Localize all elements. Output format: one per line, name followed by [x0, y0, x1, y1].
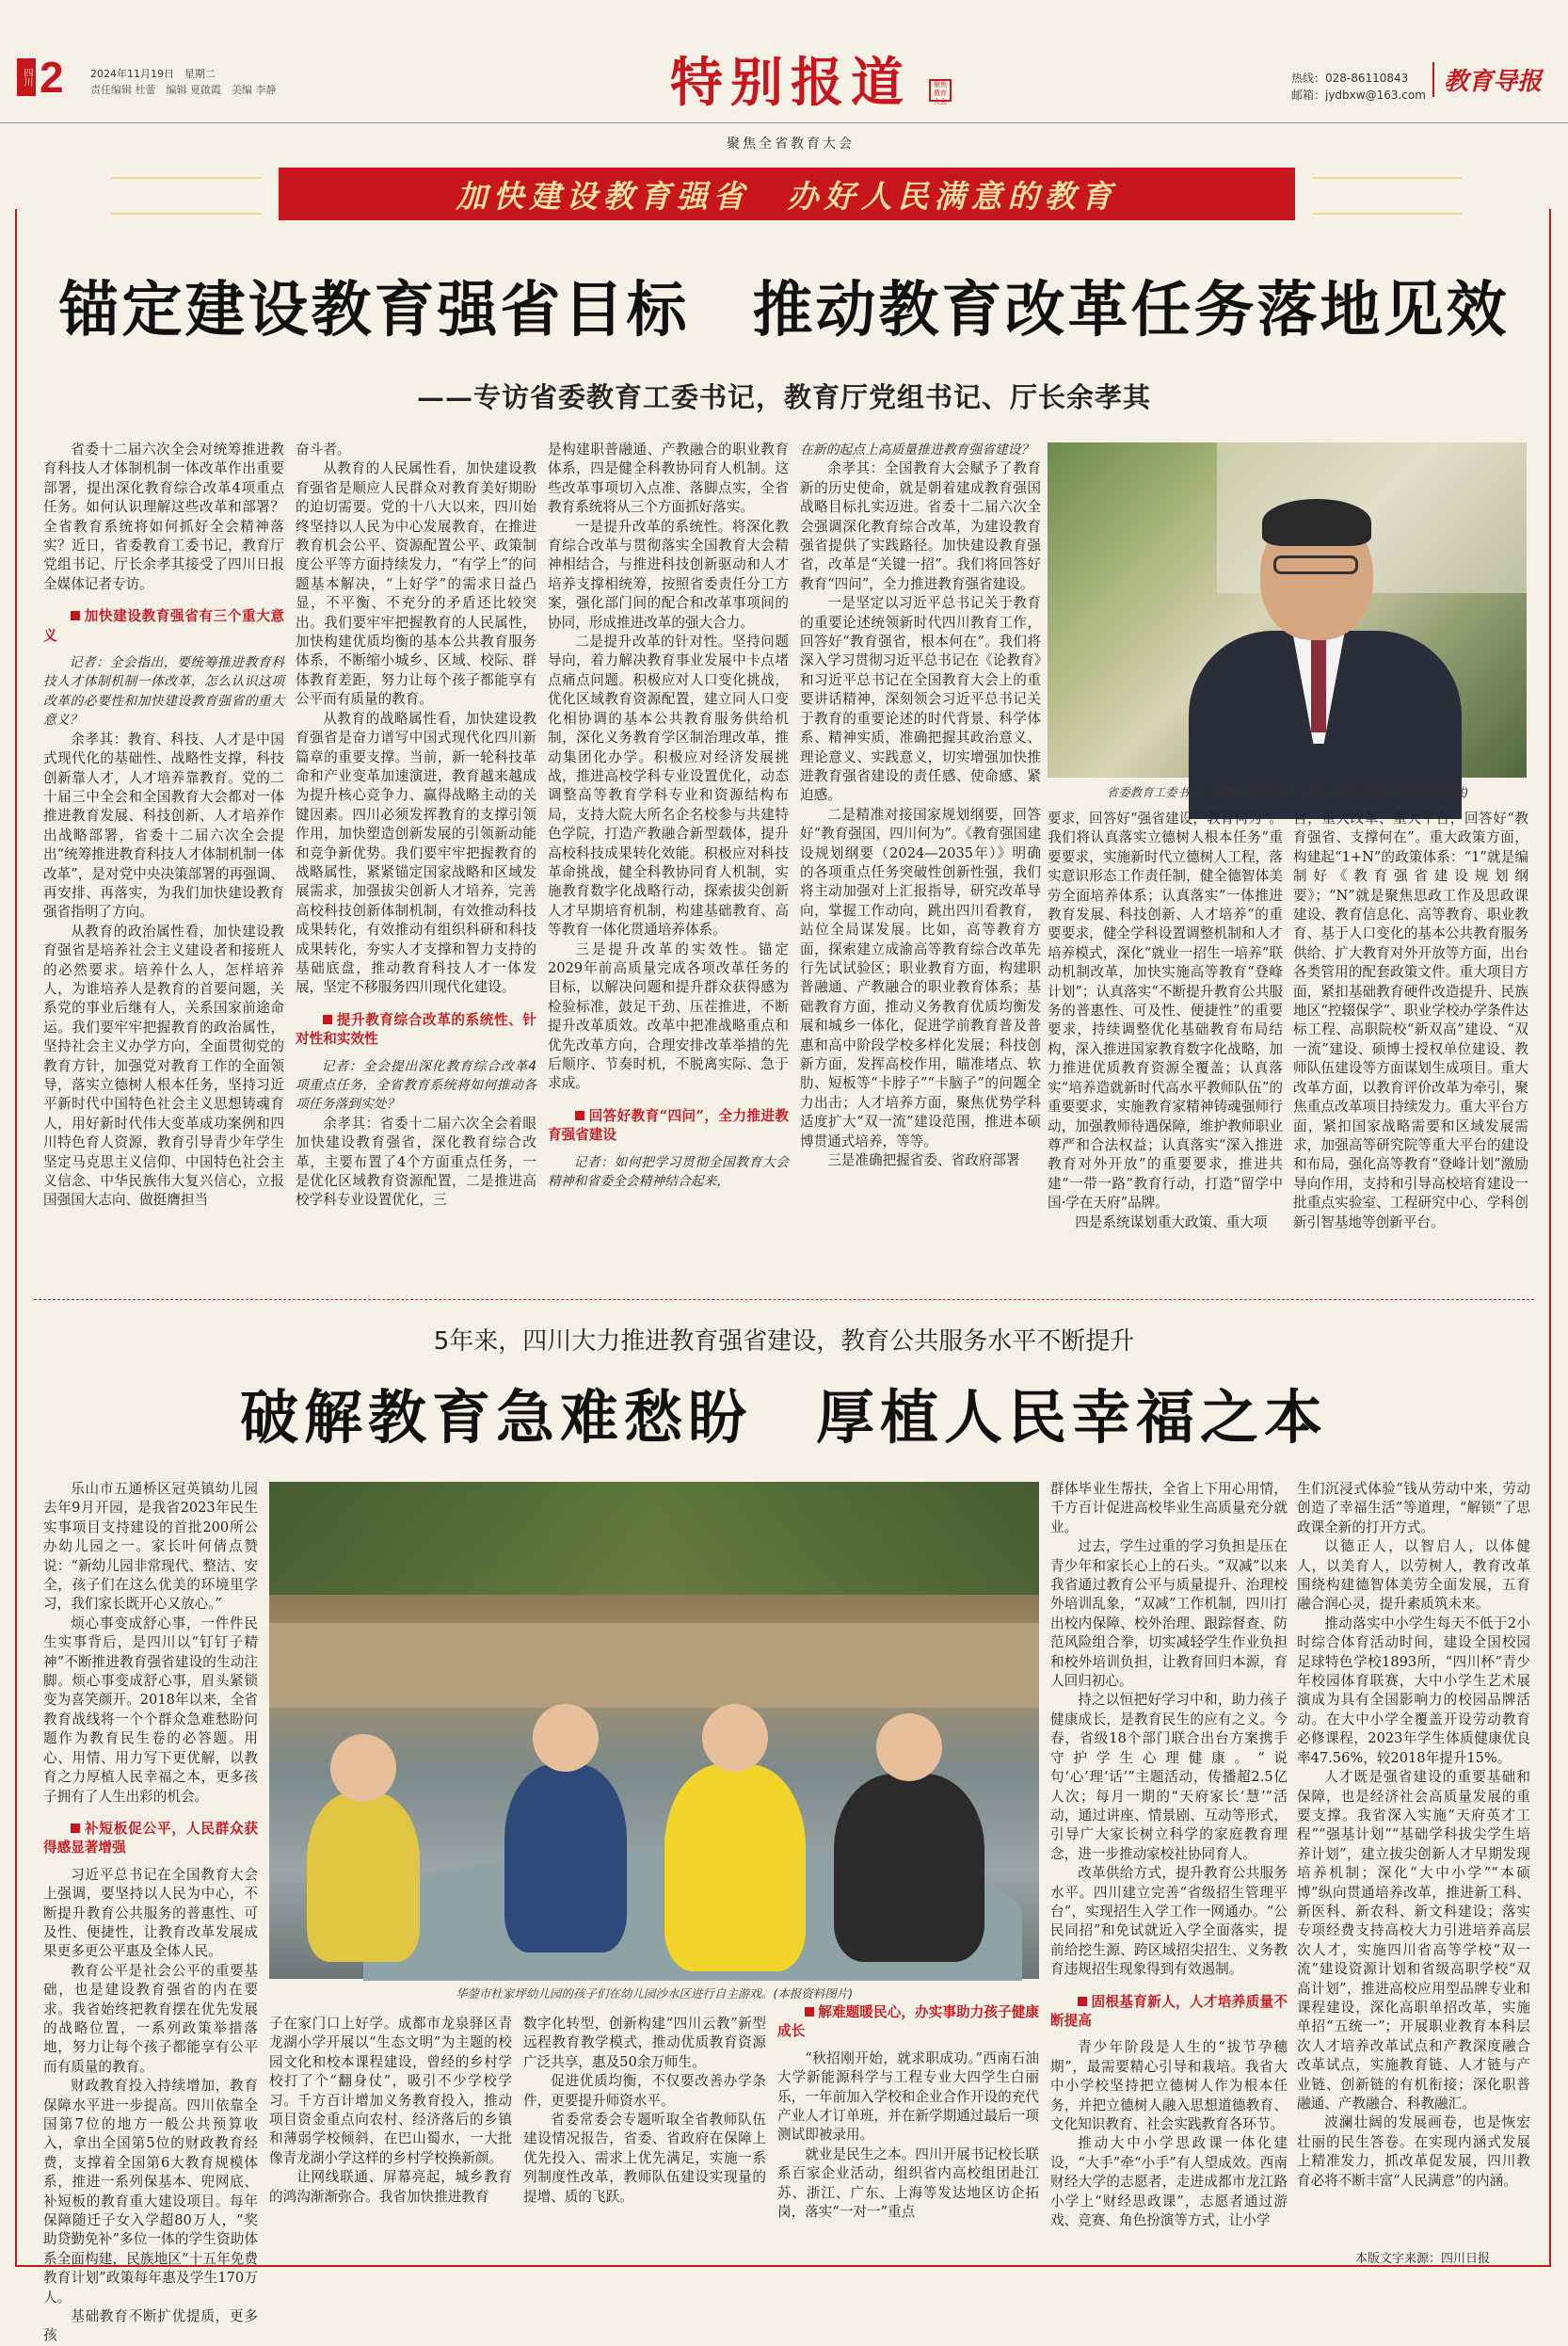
portrait-caption: 省委教育工委书记，教育厅党组书记、厅长余孝其(图片由教育厅提供) [1106, 785, 1469, 799]
paragraph: 余孝其：教育、科技、人才是中国式现代化的基础性、战略性支撑，科技创新靠人才，人才培养靠教育。党的二十届三中全会和全国教育大会都对一体推进教育发展、科技创新、人才培养作出战略部署，省委十二届六次全会提出“统筹推进教育科技人才体制机制一体改革”，是对党中央决策部署的再强调、再安排、再落实，为我们加快建设教育强省指明了方向。 [43, 731, 284, 921]
photo-child-face [702, 1704, 768, 1772]
kindergarten-caption: 华蓥市杜家坪幼儿园的孩子们在幼儿园沙水区进行自主游戏。(本报资料图片) [455, 1986, 854, 2001]
paragraph: 三是准确把握省委、省政府部署 [827, 1152, 1020, 1169]
paragraph: 一是提升改革的系统性。将深化教育综合改革与贯彻落实全国教育大会精神相结合，与推进科技创新驱动和人才培养支撑相统筹，按照省委责任分工方案，强化部门间的配合和改革事项间的协同，形成推进改革的强大合力。 [548, 518, 789, 631]
portrait-photo [1048, 442, 1527, 778]
slogan-banner [279, 168, 1295, 220]
heading-marker-icon [575, 1111, 584, 1120]
section-subtitle: 聚焦全省教育大会 [727, 137, 855, 152]
article2-subtitle: 5年来，四川大力推进教育强省建设，教育公共服务水平不断提升 [433, 1327, 1135, 1356]
photo-child-4 [834, 1774, 984, 1962]
article1-headline: 锚定建设教育强省目标 推动教育改革任务落地见效 [58, 275, 1510, 345]
photo-trees [269, 1482, 1039, 1595]
paragraph: 青少年阶段是人生的“拔节孕穗期”，最需要精心引导和栽培。我省大中小学校坚持把立德树人作为根本任务，并把立德树人融入思想道德教育、文化知识教育、社会实践教育各环节。 [1050, 2039, 1288, 2132]
article2-column-5 [1050, 1480, 1288, 2233]
reporter-question: 记者：全会指出，要统筹推进教育科技人才体制机制一体改革，怎么认识这项改革的必要性和加快建设教育强省的重大意义？ [43, 655, 284, 729]
paragraph: 省委常委会专题听取全省教师队伍建设情况报告，省委、省政府在保障上优先投入、需求上优先满足，实施一系列制度性改革，教师队伍建设实现量的提增、质的飞跃。 [523, 2112, 766, 2205]
article1-subheadline: ——专访省委教育工委书记，教育厅党组书记、厅长余孝其 [416, 381, 1151, 413]
paragraph: 要求，回答好“强省建设，教育何为”。我们将认真落实立德树人根本任务“重要要求，实施新时代立德树人工程，落实意识形态工作责任制，健全德智体美劳全面培养体系；认真落实“一体推进教育发展、科技创新、人才培养”的重要要求，健全学科设置调整机制和人才培养模式，深化“就业一招生一培养”联动机制改革，加快实施高等教育“登峰计划”；认真落实“不断提升教育公共服务的普惠性、可及性、便捷性”的重要要求，持续调整优化基础教育布局结构，深入推进国家教育数字化战略，加力推进优质教育资源全覆盖；认真落实“培养造就新时代高水平教师队伍”的重要要求，实施教育家精神铸魂强师行动，加强教师待遇保障，维护教师职业尊严和合法权益；认真落实“深入推进教育对外开放”的重要要求，推进共建“一带一路”教育行动，打造“留学中国·学在天府”品牌。 [1048, 811, 1283, 1212]
newspaper-brand: 教育导报 [1432, 62, 1542, 97]
photo-child-face [876, 1713, 942, 1781]
photo-figure-tie [1311, 638, 1326, 732]
paragraph: 从教育的政治属性看，加快建设教育强省是培养社会主义建设者和接班人的必然要求。培养什么人，怎样培养人，为谁培养人是教育的首要问题，关系党的事业后继有人，关系国家前途命运。我们要牢牢把握教育的政治属性，坚持社会主义办学方向，全面贯彻党的教育方针，加强党对教育工作的全面领导，落实立德树人根本任务，坚持习近平新时代中国特色社会主义思想铸魂育人，用好新时代伟大变革成功案例和四川特色育人资源，教育引导青少年学生坚定马克思主义信仰、中国特色社会主义信念、中华民族伟大复兴信心，立报国强国大志向、做挺膺担当 [43, 923, 284, 1209]
heading-marker-icon [1078, 1997, 1087, 2006]
reporter-question: 在新的起点上高质量推进教育强省建设？ [800, 442, 1034, 458]
article1-column-3 [548, 441, 789, 1269]
heading-marker-icon [323, 1015, 332, 1024]
text-source: 本版文字来源：四川日报 [1355, 2252, 1491, 2266]
paragraph: 数字化转型，创新构建“四川云教”新型远程教育教学模式，推动优质教育资源广泛共享，惠及50余万师生。 [523, 2016, 766, 2070]
photo-child-face [533, 1704, 599, 1772]
article1-column-6 [1293, 810, 1528, 1269]
paragraph: 教育公平是社会公平的重要基础，也是建设教育强省的内在要求。我省始终把教育摆在优先发展的战略位置，一系列政策举措落地，努力让每个孩子都能享有公平而有质量的教育。 [43, 1962, 258, 2075]
top-divider [0, 122, 1568, 123]
paragraph: 群体毕业生帮扶，全省上下用心用情，千方百计促进高校毕业生高质量充分就业。 [1050, 1481, 1288, 1535]
section-heading: 补短板促公平，人民群众获得感显著增强 [43, 1820, 258, 1856]
paragraph: 生们沉浸式体验“钱从劳动中来，劳动创造了幸福生活”等道理，“解锁”了思政课全新的打开方式。 [1297, 1481, 1530, 1535]
paragraph: 四是系统谋划重大政策、重大项 [1075, 1213, 1268, 1230]
kindergarten-photo [269, 1482, 1039, 1979]
paragraph: 余孝其：省委十二届六次全会着眼加快建设教育强省，深化教育综合改革，主要布置了4个方面重点任务，一是优化区域教育资源配置，二是推进高校学科专业设置优化，三 [296, 1115, 536, 1209]
slogan-left: 加快建设教育强省 [456, 177, 750, 215]
article2-column-3 [523, 2015, 766, 2233]
paragraph: 人才既是强省建设的重要基础和保障，也是经济社会高质量发展的重要支撑。我省深入实施“天府英才工程”“强基计划”“基础学科拔尖学生培养计划”，建立拔尖创新人才早期发现培养机制；深化“大中小学”“本硕博”纵向贯通培养改革，推进新工科、新医科、新农科、新文科建设；落实专项经费支持高校大力引进培养高层次人才，实施四川省高等学校“双一流”建设资源计划和省级高职学校“双高计划”，推进高校应用型品牌专业和课程建设，深化高职单招改革，实施单招“五统一”；开展职业教育本科层次人才培养改革试点和产教深度融合改革试点，实施教育链、人才链与产业链、创新链的有机衔接；深化职普融通、产教融合、科教融汇。 [1297, 1769, 1530, 2112]
paragraph: 二是提升改革的针对性。坚持问题导向，着力解决教育事业发展中卡点堵点痛点问题。积极应对人口变化挑战，优化区域教育资源配置，建立同人口变化相协调的基本公共教育服务供给机制，深化义务教育学区制治理改革，推动集团化办学。积极应对经济发展挑战，推进高校学科专业设置优化，动态调整高等教育学科专业和资源结构布局，支持大院大所名企名校参与共建特色学院，打造产教融合新型载体，提升高校科技成果转化效能。积极应对科技革命挑战，健全科教协同育人机制，实施教育数字化战略行动，探索拔尖创新人才早期培育机制，构建基础教育、高等教育一体化贯通培养体系。 [548, 634, 789, 939]
paragraph: 持之以恒把好学习中和，助力孩子健康成长，是教育民生的应有之义。今春，省级18个部门联合出台方案携手守护学生心理健康。“说句‘心’理‘话’”主题活动，传播超2.5亿人次；每月一期的“天府家长‘慧’”活动，通过讲座、情景剧、互动等形式，引导广大家长树立科学的家庭教育理念，进一步推动家校社协同育人。 [1050, 1692, 1288, 1862]
section-heading: 固根基育新人，人才培养质量不断提高 [1050, 1993, 1288, 2029]
article1-column-1 [43, 441, 284, 1269]
paragraph: 推动大中小学思政课一体化建设，“大手”牵“小手”有人望成效。西南财经大学的志愿者，走进成都市龙江路小学上“财经思政课”，志愿者通过游戏、竞赛、角色扮演等方式，让小学 [1050, 2135, 1288, 2229]
section-heading: 回答好教育“四问”，全力推进教育强省建设 [548, 1107, 789, 1144]
article2-column-6 [1297, 1480, 1530, 2241]
paragraph: 改革供给方式，提升教育公共服务水平。四川建立完善“省级招生管理平台”，实现招生入学工作一网通办。“公民同招”和免试就近入学全面落实，提前给挖生源、跨区域招尖招生、义务教育违规招生现象得到有效遏制。 [1050, 1865, 1288, 1978]
article1-column-2 [296, 441, 536, 1269]
photo-figure-glasses [1273, 555, 1358, 574]
slogan-right: 办好人民满意的教育 [787, 177, 1118, 215]
editors-line: 责任编辑 杜蕾 编辑 夏啟霞 美编 李静 [90, 84, 277, 96]
issue-meta [90, 66, 277, 98]
paragraph: 二是精准对接国家规划纲要，回答好“教育强国，四川何为”。《教育强国建设规划纲要（2024—2035年）》明确的各项重点任务突破性创新性强，我们将主动加强对上汇报指导，研究改革导向，掌握工作动向，跳出四川看教育，站位全局谋发展。比如，高等教育方面，探索建立成渝高等教育综合改革先行先试试验区；职业教育方面，构建职普融通、产教融合的职业教育体系；基础教育方面，推动义务教育优质均衡发展和城乡一体化，促进学前教育普及普惠和高中阶段学校多样化发展；科技创新方面，发挥高校作用，瞄准堵点、软肋、短板等“卡脖子”“卡脑子”的问题全力出击；人才培养方面，聚焦优势学科适度扩大“双一流”建设范围，推进本硕博贯通式培养，等等。 [800, 806, 1041, 1149]
paragraph: 推动落实中小学生每天不低于2小时综合体育活动时间，建设全国校园足球特色学校1893所，“四川杯”青少年校园体育联赛，大中小学生艺术展演成为具有全国影响力的校园品牌活动。在大中小学全覆盖开设劳动教育必修课程，2023年学生体质健康优良率47.56%，较2018年提升15%。 [1297, 1615, 1530, 1766]
article1-column-5 [1048, 810, 1283, 1269]
paragraph: 乐山市五通桥区冠英镇幼儿园去年9月开园，是我省2023年民生实事项目支持建设的首批200所公办幼儿园之一。家长叶何倩点赞说：“新幼儿园非常现代、整洁、安全，孩子们在这么优美的环境里学习，我们家长既开心又放心。” [43, 1481, 258, 1613]
paragraph: 就业是民生之本。四川开展书记校长联系百家企业活动，组织省内高校组团赴江苏、浙江、广东、上海等发达地区访企拓岗，落实“一对一”重点 [777, 2145, 1039, 2221]
section-badge: 聚焦教育大会 [929, 79, 952, 102]
paragraph: “秋招刚开始，就求职成功。”西南石油大学新能源科学与工程专业大四学生白丽乐，一年前加入学校和企业合作开设的充代产业人才订单班，并在新学期通过最后一项测试即被录用。 [777, 2049, 1039, 2144]
page-number [17, 53, 64, 102]
masthead [0, 0, 1568, 160]
reporter-question: 记者：如何把学习贯彻全国教育大会精神和省委全会精神结合起来， [548, 1154, 789, 1190]
paragraph: 以德正人，以智启人，以体健人，以美育人，以劳树人，教育改革围绕构建德智体美劳全面发展，五育融合润心灵，提升素质筑未来。 [1297, 1538, 1530, 1613]
paragraph: 财政教育投入持续增加，教育保障水平进一步提高。四川依靠全国第7位的地方一般公共预算收入，拿出全国第5位的财政教育经费，支撑着全国第6大教育规模体系，推进一系列保基本、兜网底、补短板的教育重大建设项目。每年保障随迁子女入学超80万人，“奖助贷勤免补”多位一体的学生资助体系全面构建，民族地区“十五年免费教育计划”政策每年惠及学生170万人。 [43, 2078, 258, 2306]
reporter-question: 记者：全会提出深化教育综合改革4项重点任务，全省教育系统将如何推动各项任务落到实处？ [296, 1058, 536, 1113]
section-title: 特别报道 [670, 52, 911, 114]
article2-column-2 [269, 2015, 512, 2233]
article2-headline: 破解教育急难愁盼 厚植人民幸福之本 [239, 1383, 1328, 1452]
paragraph: 过去，学生过重的学习负担是压在青少年和家长心上的石头。“双减”以来我省通过教育公平与质量提升、治理校外培训乱象，“双减”工作机制，四川打出校内保障、校外治理、跟踪督查、防范风险组合拳，切实减轻学生作业负担和校外培训负担，让教育回归本源，育人回归初心。 [1050, 1538, 1288, 1690]
paragraph: 烦心事变成舒心事，一件件民生实事背后，是四川以“钉钉子精神”不断推进教育强省建设的生动注脚。烦心事变成舒心事，眉头紧锁变为喜笑颜开。2018年以来，全省教育战线将一个个群众急难愁盼问题作为教育民生卷的必答题。用心、用情、用力写下更优解，以教育之力厚植人民幸福之本，更多孩子拥有了人生出彩的机会。 [43, 1615, 258, 1805]
page-number-value: 2 [40, 53, 64, 102]
paragraph: 目，重大改革、重大平台，回答好“教育强省、支撑何在”。重大政策方面，构建起“1+N”的政策体系：“1”就是编制好《教育强省建设规划纲要》；“N”就是聚焦思政工作及思政课建设、教育信息化、高等教育、职业教育、基于人口变化的基本公共教育服务供给、扩大教育对外开放等方面，出台各类管用的配套政策文件。重大项目方面，紧扣基础教育硬件改造提升、民族地区“控辍保学”、职业学校办学条件达标工程、高职院校“新双高”建设、“双一流”建设、硕博士授权单位建设、教师队伍建设等方面谋划生成项目。重大改革方面，以教育评价改革为牵引，聚焦重点改革项目持续发力。重大平台方面，紧扣国家战略需要和区域发展需求，加强高等研究院等重大平台的建设和布局，强化高等教育“登峰计划”激励导向作用，支持和引导高校培育建设一批重点实验室、工程研究中心、学科创新引智基地等创新平台。 [1293, 811, 1528, 1230]
photo-child-3 [664, 1764, 806, 1971]
paragraph: 促进优质均衡，不仅要改善办学条件，更要提升师资水平。 [523, 2073, 766, 2109]
photo-child-2 [504, 1764, 627, 1952]
paragraph: 子在家门口上好学。成都市龙泉驿区青龙湖小学开展以“生态文明”为主题的校园文化和校本课程建设，曾经的乡村学校打了个“翻身仗”，吸引不少学校学习。千方百计增加义务教育投入，推动项目资金重点向农村、经济落后的乡镇和薄弱学校倾斜，在巴山蜀水，一大批像青龙湖小学这样的乡村学校换新颜。 [269, 2016, 512, 2166]
heading-marker-icon [71, 611, 80, 620]
article2-column-4 [777, 2000, 1039, 2233]
paragraph: 从教育的战略属性看，加快建设教育强省是奋力谱写中国式现代化四川新篇章的重要支撑。当前，新一轮科技革命和产业变革加速演进，教育越来越成为提升核心竞争力、赢得战略主动的关键因素。四川必须发挥教育的支撑引领作用，加快塑造创新发展的引领新动能和竞争新优势。我们要牢牢把握教育的战略属性，紧紧锚定国家战略和区域发展需求，加强拔尖创新人才培养，完善高校科技创新体制机制，有效推动科技成果转化，有效推动有组织科研和科技成果转化，夯实人才支撑和智力支持的基础底盘，推动教育科技人才一体发展，坚定不移服务四川现代化建设。 [296, 710, 536, 996]
page-tag: 四川 [17, 58, 36, 96]
paragraph: 让网线联通、屏幕亮起，城乡教育的鸿沟渐渐弥合。我省加快推进教育 [269, 2169, 512, 2205]
paragraph: 波澜壮阔的发展画卷，也是恢宏壮丽的民生答卷。在实现内涵式发展上精准发力，抓改革促发展，四川教育必将不断丰富“人民满意”的内涵。 [1297, 2114, 1530, 2189]
paragraph: 奋斗者。 [296, 442, 351, 458]
photo-child-face [330, 1734, 396, 1802]
paragraph: 习近平总书记在全国教育大会上强调，要坚持以人民为中心，不断提升教育公共服务的普惠性、可及性、便捷性，让教育改革发展成果更多更公平惠及全体人民。 [43, 1866, 258, 1960]
issue-date: 2024年11月19日 星期二 [90, 68, 216, 80]
article1-column-4 [800, 441, 1041, 1269]
paragraph: 从教育的人民属性看，加快建设教育强省是顺应人民群众对教育美好期盼的迫切需要。党的十八大以来，四川始终坚持以人民为中心发展教育，在推进教育机会公平、资源配置公平、政策制度公平等方面持续发力，“有学上”的问题基本解决，“上好学”的需求日益凸显，不平衡、不充分的矛盾还比较突出。我们要牢牢把握教育的人民属性，加快构建优质均衡的基本公共教育服务体系，不断缩小城乡、区域、校际、群体教育差距，努力让每个孩子都能享有公平而有质量的教育。 [296, 460, 536, 708]
photo-child-1 [307, 1792, 420, 1962]
paragraph: 三是提升改革的实效性。锚定2029年前高质量完成各项改革任务的目标，以解决问题和提升群众获得感为检验标准，鼓足干劲、压茬推进，不断提升改革质效。改革中把准战略重点和优先改革方向，合理安排改革举措的先后顺序、节奏时机，不脱离实际、急于求成。 [548, 940, 789, 1092]
heading-marker-icon [71, 1824, 80, 1833]
contact-info [1291, 70, 1426, 104]
section-heading: 提升教育综合改革的系统性、针对性和实效性 [296, 1011, 536, 1048]
section-heading: 加快建设教育强省有三个重大意义 [43, 608, 284, 644]
paragraph: 省委十二届六次全会对统筹推进教育科技人才体制机制一体改革作出重要部署，提出深化教育综合改革4项重点任务。如何认识理解这些改革和部署？全省教育系统将如何抓好全会精神落实？近日，省委教育工委书记，教育厅党组书记、厅长余孝其接受了四川日报全媒体记者专访。 [43, 442, 284, 592]
paragraph: 余孝其：全国教育大会赋予了教育新的历史使命，就是朝着建成教育强国战略目标扎实迈进。省委十二届六次全会强调深化教育综合改革，为建设教育强省提供了实践路径。加快建设教育强省，改革是“关键一招”。我们将回答好教育“四问”，全力推进教育强省建设。 [800, 460, 1041, 592]
section-heading: 解难题暖民心，办实事助力孩子健康成长 [777, 2004, 1039, 2040]
paragraph: 是构建职普融通、产教融合的职业教育体系，四是健全科教协同育人机制。这些改革事项切入点准、落脚点实，全省教育系统将从三个方面抓好落实。 [548, 442, 789, 516]
paragraph: 一是坚定以习近平总书记关于教育的重要论述统领新时代四川教育工作，回答好“教育强省，根本何在”。我们将深入学习贯彻习近平总书记在《论教育》和习近平总书记在全国教育大会上的重要讲话精神，深刻领会习近平总书记关于教育的重要论述的时代背景、科学体系、精神实质，准确把握其政治意义、理论意义、实践意义，切实增强加快推进教育强省建设的责任感、使命感、紧迫感。 [800, 595, 1041, 804]
paragraph: 基础教育不断扩优提质，更多孩 [43, 2308, 258, 2344]
article-divider [34, 1299, 1534, 1300]
hotline: 热线：028-86110843 [1291, 72, 1409, 85]
email: 邮箱：jydbxw@163.com [1291, 88, 1426, 102]
article2-column-1 [43, 1480, 258, 2344]
heading-marker-icon [805, 2007, 814, 2017]
photo-figure-hair [1262, 499, 1371, 546]
photo-wall [269, 1623, 1039, 1708]
